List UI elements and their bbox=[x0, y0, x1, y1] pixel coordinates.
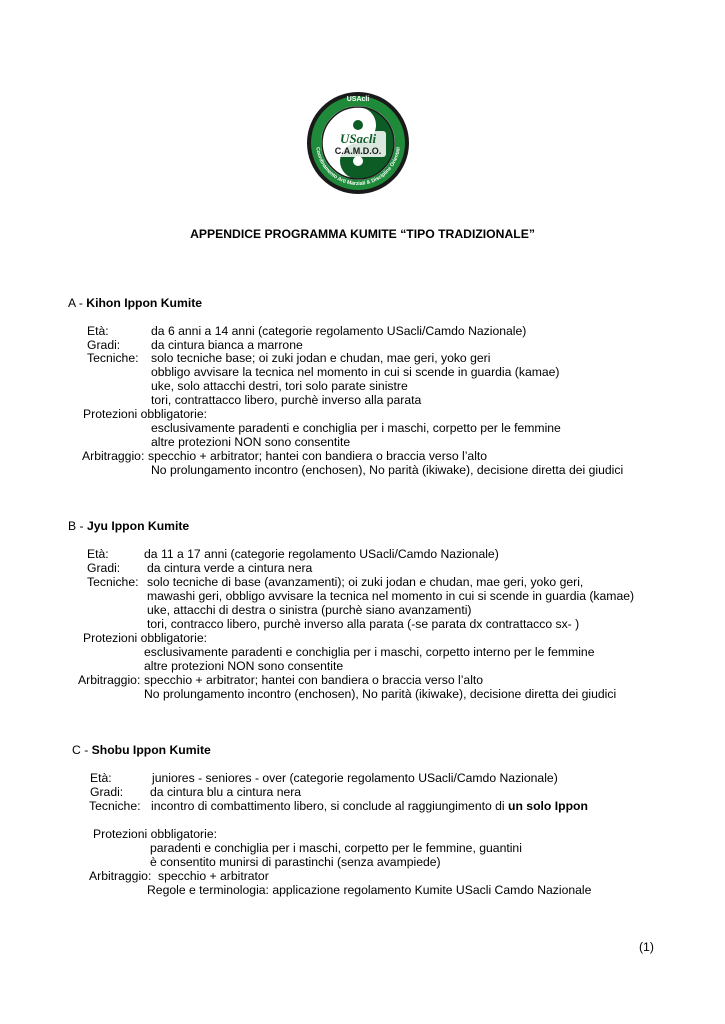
page-number: (1) bbox=[639, 940, 654, 954]
section-a-protezioni-line: esclusivamente paradenti e conchiglia per i maschi, corpetto per le femmine bbox=[151, 421, 561, 435]
section-c-eta-value: juniores - seniores - over (categorie regolamento USacli/Camdo Nazionale) bbox=[152, 771, 558, 785]
usacli-camdo-logo bbox=[306, 91, 410, 195]
section-b-eta-label: Età: bbox=[87, 547, 109, 561]
section-c-arbitraggio-value: specchio + arbitrator bbox=[158, 869, 269, 883]
document-title: APPENDICE PROGRAMMA KUMITE “TIPO TRADIZIONALE” bbox=[190, 227, 535, 241]
section-b-gradi-value: da cintura verde a cintura nera bbox=[147, 561, 313, 575]
section-b-tecniche-label: Tecniche: bbox=[87, 575, 139, 589]
logo-top-text: USAcli bbox=[346, 96, 370, 103]
section-c-tecniche-label: Tecniche: bbox=[89, 799, 141, 813]
section-b-arbitraggio-line: No prolungamento incontro (enchosen), No parità (ikiwake), decisione diretta dei giudici bbox=[144, 687, 617, 701]
section-c-tecniche-text: incontro di combattimento libero, si conclude al raggiungimento di bbox=[151, 799, 509, 813]
section-b-prefix: B - bbox=[68, 519, 87, 533]
section-c-arbitraggio-label: Arbitraggio: bbox=[89, 869, 152, 883]
section-a-protezioni-line: altre protezioni NON sono consentite bbox=[151, 435, 351, 449]
section-c-tecniche-bold: un solo Ippon bbox=[508, 799, 588, 813]
section-a-gradi-value: da cintura bianca a marrone bbox=[151, 338, 303, 352]
section-c-protezioni-label: Protezioni obbligatorie: bbox=[93, 827, 217, 841]
section-a-tecniche-label: Tecniche: bbox=[87, 351, 139, 365]
section-a-prefix: A - bbox=[68, 296, 87, 310]
section-a-heading bbox=[68, 296, 202, 310]
section-c-prefix: C - bbox=[72, 743, 92, 757]
section-a-eta-value: da 6 anni a 14 anni (categorie regolamento USacli/Camdo Nazionale) bbox=[151, 324, 527, 338]
section-c-protezioni-line: è consentito munirsi di parastinchi (senza avampiede) bbox=[150, 855, 441, 869]
section-b-arbitraggio-line: specchio + arbitrator; hantei con bandiera o braccia verso l’alto bbox=[144, 673, 484, 687]
section-a-arbitraggio-line: No prolungamento incontro (enchosen), No parità (ikiwake), decisione diretta dei giudici bbox=[151, 463, 624, 477]
section-b-eta-value: da 11 a 17 anni (categorie regolamento USacli/Camdo Nazionale) bbox=[144, 547, 499, 561]
section-a-tecniche-line: uke, solo attacchi destri, tori solo parate sinistre bbox=[151, 379, 408, 393]
section-a-tecniche-line: solo tecniche base; oi zuki jodan e chudan, mae geri, yoko geri bbox=[151, 351, 491, 365]
section-c-gradi-label: Gradi: bbox=[90, 785, 124, 799]
section-b-tecniche-line: uke, attacchi di destra o sinistra (purchè siano avanzamenti) bbox=[147, 603, 472, 617]
section-b-title: Jyu Ippon Kumite bbox=[86, 519, 190, 533]
logo-ring-text: Coordinamento Arti Marziali & Discipline Orientali bbox=[314, 146, 402, 188]
logo-brand: USacli bbox=[339, 131, 377, 146]
section-a-arbitraggio-label: Arbitraggio: bbox=[82, 449, 145, 463]
section-b-gradi-label: Gradi: bbox=[87, 561, 121, 575]
section-b-heading bbox=[68, 519, 189, 533]
section-b-tecniche-line: tori, contracco libero, purchè inverso alla parata (-se parata dx contrattacco sx- ) bbox=[147, 617, 580, 631]
section-a-title: Kihon Ippon Kumite bbox=[86, 296, 203, 310]
section-a-eta-label: Età: bbox=[87, 324, 109, 338]
section-c-eta-label: Età: bbox=[90, 771, 112, 785]
section-a-protezioni-label: Protezioni obbligatorie: bbox=[83, 407, 207, 421]
section-b-protezioni-line: esclusivamente paradenti e conchiglia per i maschi, corpetto interno per le femmine bbox=[144, 645, 595, 659]
section-c-gradi-value: da cintura blu a cintura nera bbox=[150, 785, 302, 799]
section-b-tecniche-line: solo tecniche di base (avanzamenti); oi zuki jodan e chudan, mae geri, yoko geri, bbox=[147, 575, 584, 589]
logo-initials: C.A.M.D.O. bbox=[334, 146, 382, 156]
section-a-tecniche-line: obbligo avvisare la tecnica nel momento in cui si scende in guardia (kamae) bbox=[151, 365, 560, 379]
section-a-gradi-label: Gradi: bbox=[87, 338, 121, 352]
section-c-title: Shobu Ippon Kumite bbox=[91, 743, 211, 757]
section-c-heading bbox=[72, 743, 211, 757]
section-c-protezioni-line: paradenti e conchiglia per i maschi, corpetto per le femmine, guantini bbox=[150, 841, 522, 855]
section-a-tecniche-line: tori, contrattacco libero, purchè inverso alla parata bbox=[151, 393, 422, 407]
section-b-protezioni-label: Protezioni obbligatorie: bbox=[83, 631, 207, 645]
section-b-protezioni-line: altre protezioni NON sono consentite bbox=[144, 659, 344, 673]
section-b-arbitraggio-label: Arbitraggio: bbox=[78, 673, 141, 687]
section-c-tecniche-value bbox=[151, 799, 588, 813]
section-b-tecniche-line: mawashi geri, obbligo avvisare la tecnica nel momento in cui si scende in guardia (kamae) bbox=[147, 589, 635, 603]
section-a-arbitraggio-line: specchio + arbitrator; hantei con bandiera o braccia verso l’alto bbox=[148, 449, 488, 463]
section-c-regole: Regole e terminologia: applicazione regolamento Kumite USacli Camdo Nazionale bbox=[147, 883, 592, 897]
